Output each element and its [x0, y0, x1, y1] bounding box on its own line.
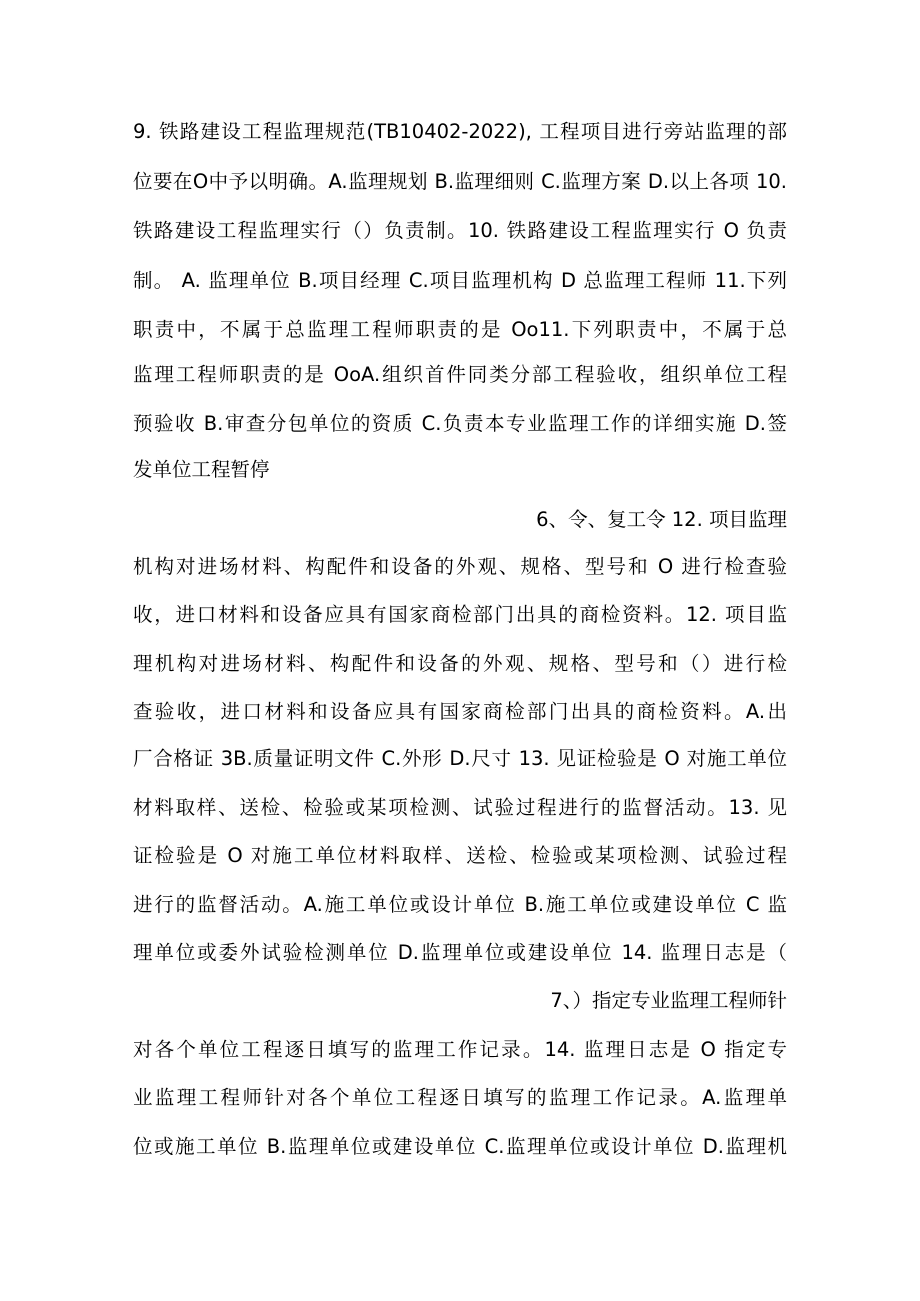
paragraph-line: 7、）指定专业监理工程师针	[550, 989, 787, 1012]
paragraph-line: 机构对进场材料、构配件和设备的外观、规格、型号和 O 进行检查验	[133, 555, 787, 578]
paragraph-line: 职责中，不属于总监理工程师职责的是 Oo11.下列职责中，不属于总	[133, 318, 787, 341]
paragraph-line: 位或施工单位 B.监理单位或建设单位 C.监理单位或设计单位 D.监理机	[133, 1135, 787, 1158]
paragraph-line: 理机构对进场材料、构配件和设备的外观、规格、型号和（）进行检	[133, 652, 787, 675]
paragraph-line: 进行的监督活动。A.施工单位或设计单位 B.施工单位或建设单位 C 监	[133, 893, 787, 916]
paragraph-line: 制。 A. 监理单位 B.项目经理 C.项目监理机构 D 总监理工程师 11.下列	[133, 269, 787, 292]
paragraph-line: 发单位工程暂停	[133, 458, 270, 481]
paragraph-line: 6、令、复工令 12. 项目监理	[536, 508, 787, 531]
paragraph-line: 位要在O中予以明确。A.监理规划 B.监理细则 C.监理方案 D.以上各项 10.	[133, 170, 787, 193]
paragraph-line: 厂合格证 3B.质量证明文件 C.外形 D.尺寸 13. 见证检验是 O 对施工单位	[133, 747, 787, 770]
paragraph-line: 铁路建设工程监理实行（）负责制。10. 铁路建设工程监理实行 O 负责	[133, 219, 787, 242]
paragraph-line: 证检验是 O 对施工单位材料取样、送检、检验或某项检测、试验过程	[133, 844, 787, 867]
paragraph-line: 对各个单位工程逐日填写的监理工作记录。14. 监理日志是 O 指定专	[133, 1038, 787, 1061]
paragraph-line: 查验收，进口材料和设备应具有国家商检部门出具的商检资料。A.出	[133, 700, 787, 723]
paragraph-line: 预验收 B.审查分包单位的资质 C.负责本专业监理工作的详细实施 D.签	[133, 412, 787, 435]
paragraph-line: 监理工程师职责的是 OoA.组织首件同类分部工程验收，组织单位工程	[133, 363, 787, 386]
paragraph-line: 收，进口材料和设备应具有国家商检部门出具的商检资料。12. 项目监	[133, 603, 787, 626]
paragraph-line: 9. 铁路建设工程监理规范(TB10402-2022), 工程项目进行旁站监理的部	[133, 120, 787, 143]
paragraph-line: 理单位或委外试验检测单位 D.监理单位或建设单位 14. 监理日志是（	[133, 941, 787, 964]
paragraph-line: 业监理工程师针对各个单位工程逐日填写的监理工作记录。A.监理单	[133, 1086, 787, 1109]
paragraph-line: 材料取样、送检、检验或某项检测、试验过程进行的监督活动。13. 见	[133, 796, 787, 819]
